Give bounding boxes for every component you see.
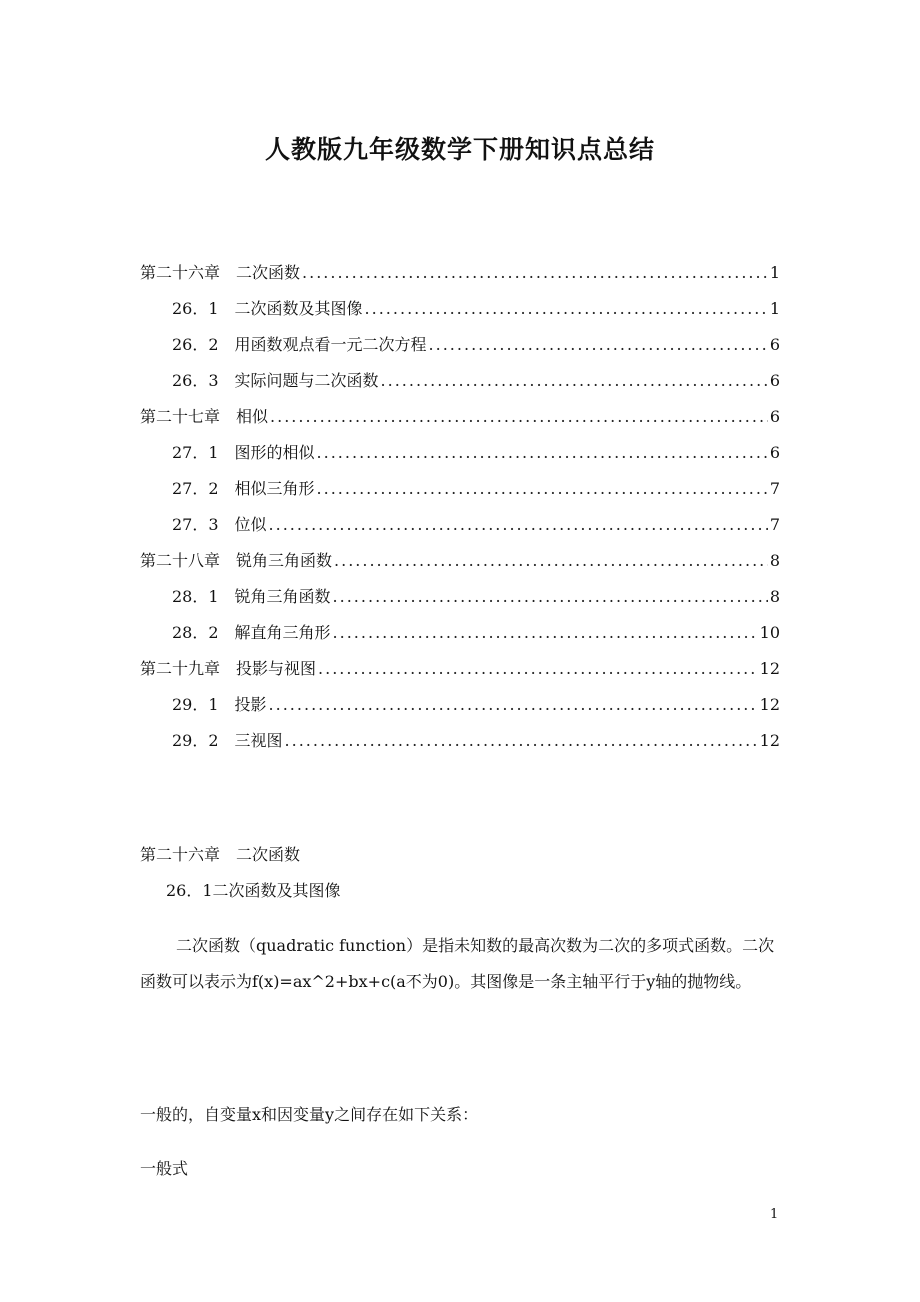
toc-entry-label: 第二十九章 投影与视图: [140, 659, 317, 678]
toc-dot-leader: [334, 551, 768, 570]
page-number: 1: [770, 1207, 779, 1222]
general-form-label: 一般式: [140, 1159, 189, 1178]
toc-entry[interactable]: [172, 692, 780, 716]
toc-dot-leader: [302, 263, 768, 282]
toc-dot-leader: [318, 659, 758, 678]
toc-dot-leader: [381, 371, 768, 390]
toc-entry-page: 12: [759, 695, 780, 714]
toc-dot-leader: [365, 299, 768, 318]
toc-entry[interactable]: [172, 512, 780, 536]
toc-entry-label: 28．2 解直角三角形: [172, 623, 331, 642]
toc-entry[interactable]: [172, 728, 780, 752]
toc-entry-label: 第二十七章 相似: [140, 407, 269, 426]
toc-entry[interactable]: [172, 440, 780, 464]
toc-dot-leader: [317, 443, 768, 462]
toc-entry-label: 29．2 三视图: [172, 731, 283, 750]
toc-dot-leader: [269, 515, 768, 534]
toc-entry-label: 27．2 相似三角形: [172, 479, 315, 498]
toc-dot-leader: [333, 587, 768, 606]
toc-entry-page: 8: [769, 551, 780, 570]
toc-entry[interactable]: [172, 620, 780, 644]
chapter-heading: 第二十六章 二次函数: [140, 845, 301, 864]
toc-entry-page: 1: [769, 299, 780, 318]
toc-dot-leader: [285, 731, 758, 750]
toc-entry-page: 8: [769, 587, 780, 606]
intro-paragraph-text: 二次函数（quadratic function）是指未知数的最高次数为二次的多项式函数。二次函数可以表示为f(x)=ax^2+bx+c(a不为0)。其图像是一条主轴平行于y轴的抛物线。: [140, 936, 775, 991]
toc-dot-leader: [429, 335, 768, 354]
toc-entry[interactable]: [172, 584, 780, 608]
toc-entry-page: 6: [769, 443, 780, 462]
toc-entry-page: 10: [759, 623, 780, 642]
toc-entry-page: 12: [759, 731, 780, 750]
toc-entry-label: 29．1 投影: [172, 695, 267, 714]
section-heading: 26．1二次函数及其图像: [166, 881, 341, 900]
toc-entry-label: 第二十六章 二次函数: [140, 263, 301, 282]
toc-entry-page: 6: [769, 335, 780, 354]
intro-paragraph: [140, 928, 785, 1000]
toc-entry-page: 7: [769, 479, 780, 498]
toc-entry-label: 26．3 实际问题与二次函数: [172, 371, 379, 390]
toc-entry-label: 28．1 锐角三角函数: [172, 587, 331, 606]
toc-entry-label: 26．2 用函数观点看一元二次方程: [172, 335, 427, 354]
toc-entry-label: 26．1 二次函数及其图像: [172, 299, 363, 318]
toc-entry[interactable]: [140, 656, 780, 680]
toc-dot-leader: [317, 479, 768, 498]
toc-entry[interactable]: [140, 548, 780, 572]
toc-entry-page: 12: [759, 659, 780, 678]
toc-entry-page: 1: [769, 263, 780, 282]
toc-entry-page: 6: [769, 371, 780, 390]
toc-entry[interactable]: [172, 476, 780, 500]
toc-entry[interactable]: [172, 296, 780, 320]
toc-entry-label: 27．1 图形的相似: [172, 443, 315, 462]
toc-entry-page: 6: [769, 407, 780, 426]
toc-dot-leader: [270, 407, 768, 426]
toc-entry-page: 7: [769, 515, 780, 534]
toc-entry[interactable]: [172, 332, 780, 356]
toc-entry[interactable]: [140, 404, 780, 428]
toc-dot-leader: [333, 623, 758, 642]
toc-entry[interactable]: [172, 368, 780, 392]
toc-entry-label: 27．3 位似: [172, 515, 267, 534]
toc-entry-label: 第二十八章 锐角三角函数: [140, 551, 333, 570]
toc-entry[interactable]: [140, 260, 780, 284]
toc-dot-leader: [269, 695, 758, 714]
document-title: 人教版九年级数学下册知识点总结: [264, 135, 655, 164]
relation-line: 一般的，自变量x和因变量y之间存在如下关系：: [140, 1105, 479, 1124]
